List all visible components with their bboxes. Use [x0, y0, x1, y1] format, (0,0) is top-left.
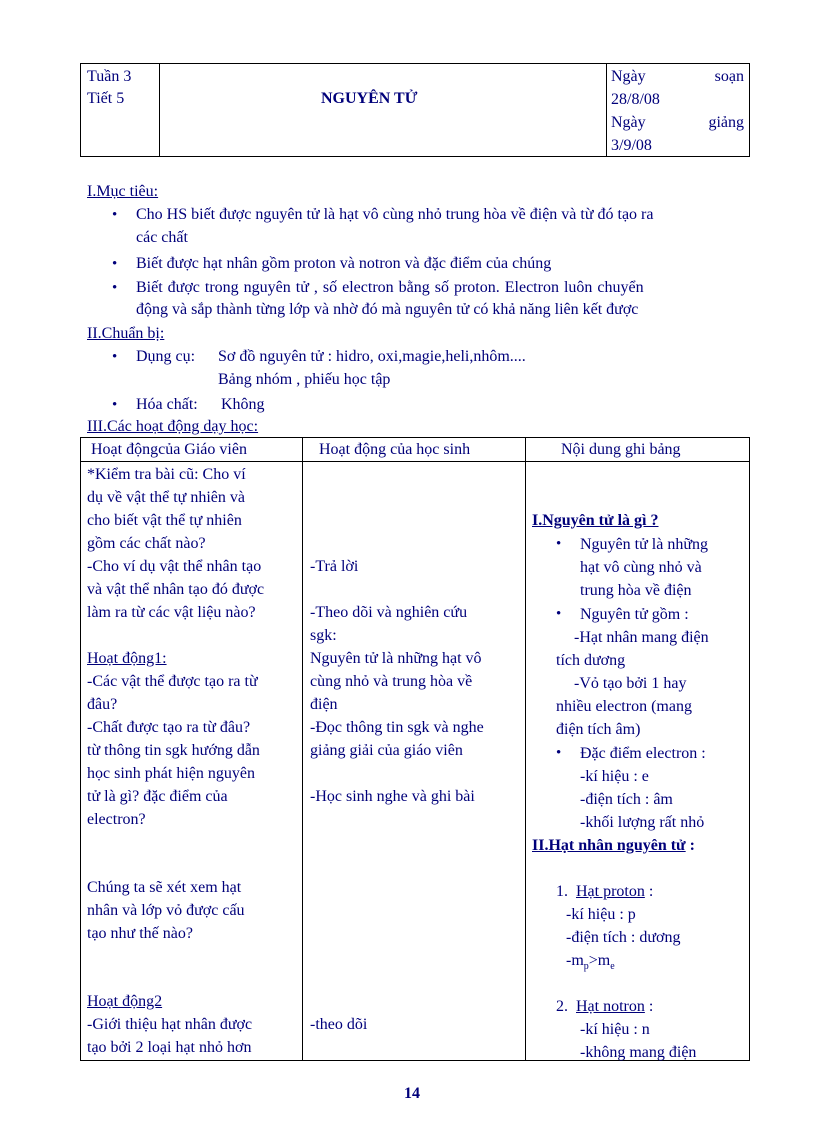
- board-line: -không mang điện: [580, 1044, 697, 1061]
- week: Tuần 3: [87, 68, 132, 85]
- board-line: trung hòa về điện: [580, 582, 692, 599]
- student-line: điện: [310, 696, 338, 713]
- column-divider-1: [302, 438, 303, 1060]
- board-line: -Hạt nhân mang điện: [574, 629, 709, 646]
- tools-line-2: Bảng nhóm , phiếu học tập: [218, 371, 391, 388]
- board-line: -kí hiệu : e: [580, 768, 649, 785]
- notron-heading: [556, 995, 653, 1018]
- student-listen: -Học sinh nghe và ghi bài: [310, 788, 475, 805]
- col-header-student: Hoạt động của học sinh: [319, 441, 471, 458]
- teacher-line: nhân và lớp vỏ được cấu: [87, 902, 245, 919]
- teacher-line: dụ về vật thể tự nhiên và: [87, 489, 245, 506]
- student-line: sgk:: [310, 627, 337, 644]
- preparation-heading: II.Chuẩn bị:: [87, 325, 165, 342]
- mass-gt: >m: [588, 952, 611, 969]
- board-line: -điện tích : dương: [566, 929, 681, 946]
- proton-number: 1.: [556, 883, 568, 900]
- teacher-line: -Giới thiệu hạt nhân được: [87, 1016, 253, 1033]
- objectives-heading: I.Mục tiêu:: [87, 183, 159, 200]
- teacher-line: tạo như thế nào?: [87, 925, 193, 942]
- tools-line-1: Sơ đồ nguyên tử : hidro, oxi,magie,heli,nhôm....: [218, 348, 526, 365]
- teacher-line: -Các vật thể được tạo ra từ: [87, 673, 258, 690]
- chem-label: • Hóa chất:: [136, 394, 198, 416]
- board-bullet: • Nguyên tử gồm :: [580, 603, 689, 626]
- mass-sub-e: e: [610, 961, 615, 973]
- notron-title: Hạt notron: [576, 998, 645, 1015]
- student-line: -Đọc thông tin sgk và nghe: [310, 719, 484, 736]
- teacher-line: học sinh phát hiện nguyên: [87, 765, 255, 782]
- prep-label: [611, 66, 744, 88]
- header-row-divider: [81, 461, 749, 462]
- objective-1-cont: các chất: [136, 229, 188, 246]
- activity-2-title: Hoạt động2: [87, 993, 163, 1010]
- section-2-colon: :: [689, 837, 695, 854]
- teacher-line: cho biết vật thể tự nhiên: [87, 512, 242, 529]
- mass-sub-p: p: [583, 961, 589, 973]
- mass-relation: [566, 949, 615, 978]
- tools-label: • Dụng cụ:: [136, 346, 195, 368]
- teacher-line: từ thông tin sgk hướng dẫn: [87, 742, 260, 759]
- teacher-line: làm ra từ các vật liệu nào?: [87, 604, 256, 621]
- prep-label-a: Ngày: [611, 68, 646, 85]
- notron-colon: :: [648, 998, 654, 1015]
- board-line: -kí hiệu : n: [580, 1021, 650, 1038]
- board-bullet: • Đặc điểm electron :: [580, 742, 706, 765]
- objective-3-cont: động và sắp thành từng lớp và nhờ đó mà nguyên tử có khả năng liên kết được: [136, 301, 639, 318]
- activities-heading: III.Các hoạt động dạy học:: [87, 418, 259, 435]
- header-table: [80, 63, 750, 157]
- student-follow: -theo dõi: [310, 1016, 368, 1033]
- board-line: -khối lượng rất nhỏ: [580, 814, 705, 831]
- section-2-title: II.Hạt nhân nguyên tử: [532, 837, 686, 854]
- board-line: hạt vô cùng nhỏ và: [580, 559, 702, 576]
- teacher-line: tử là gì? đặc điểm của: [87, 788, 228, 805]
- teacher-line: đâu?: [87, 696, 118, 713]
- period: Tiết 5: [87, 90, 125, 107]
- proton-colon: :: [648, 883, 654, 900]
- student-line: cùng nhỏ và trung hòa về: [310, 673, 473, 690]
- page-number: 14: [404, 1085, 420, 1102]
- teacher-line: và vật thể nhân tạo đó được: [87, 581, 265, 598]
- header-week-cell: [81, 64, 160, 156]
- objective-3: • Biết được trong nguyên tử , số electron bằng số proton. Electron luôn chuyển: [136, 277, 644, 299]
- board-bullet: • Nguyên tử là những: [580, 533, 708, 556]
- proton-title: Hạt proton: [576, 883, 645, 900]
- col-header-board: Nội dung ghi bảng: [561, 441, 681, 458]
- teach-label-a: Ngày: [611, 114, 646, 131]
- lesson-title: NGUYÊN TỬ: [321, 90, 418, 107]
- header-date-cell: [606, 64, 750, 156]
- activity-1-title: Hoạt động1:: [87, 650, 167, 667]
- section-2-heading: [532, 834, 695, 857]
- board-line: điện tích âm): [556, 721, 641, 738]
- column-divider-2: [525, 438, 526, 1060]
- prep-label-b: soạn: [714, 68, 744, 85]
- board-line: -kí hiệu : p: [566, 906, 636, 923]
- teach-date: 3/9/08: [611, 137, 652, 154]
- teacher-line: -Cho ví dụ vật thể nhân tạo: [87, 558, 262, 575]
- teacher-line: gồm các chất nào?: [87, 535, 206, 552]
- teacher-line: electron?: [87, 811, 146, 828]
- section-1-heading: I.Nguyên tử là gì ?: [532, 512, 659, 529]
- objective-2: • Biết được hạt nhân gồm proton và notron và đặc điểm của chúng: [136, 253, 551, 275]
- teach-label: [611, 112, 744, 134]
- teacher-line: -Chất được tạo ra từ đâu?: [87, 719, 251, 736]
- student-answer: -Trả lời: [310, 558, 359, 575]
- teacher-line: Chúng ta sẽ xét xem hạt: [87, 879, 242, 896]
- teacher-line: *Kiểm tra bài cũ: Cho ví: [87, 466, 246, 483]
- student-line: -Theo dõi và nghiên cứu: [310, 604, 468, 621]
- teacher-line: tạo bởi 2 loại hạt nhỏ hơn: [87, 1039, 252, 1056]
- board-line: -điện tích : âm: [580, 791, 673, 808]
- proton-heading: [556, 880, 653, 903]
- objective-1: • Cho HS biết được nguyên tử là hạt vô cùng nhỏ trung hòa về điện và từ đó tạo ra: [136, 204, 653, 226]
- board-line: -Vỏ tạo bởi 1 hay: [574, 675, 687, 692]
- teach-label-b: giảng: [708, 114, 744, 131]
- col-header-teacher: Hoạt độngcủa Giáo viên: [91, 441, 247, 458]
- student-line: Nguyên tử là những hạt vô: [310, 650, 482, 667]
- chem-value: Không: [221, 396, 265, 413]
- board-line: tích dương: [556, 652, 626, 669]
- activities-table: [80, 437, 750, 1061]
- notron-number: 2.: [556, 998, 568, 1015]
- mass-m1: -m: [566, 952, 584, 969]
- student-line: giảng giải của giáo viên: [310, 742, 463, 759]
- board-line: nhiều electron (mang: [556, 698, 692, 715]
- prep-date: 28/8/08: [611, 91, 660, 108]
